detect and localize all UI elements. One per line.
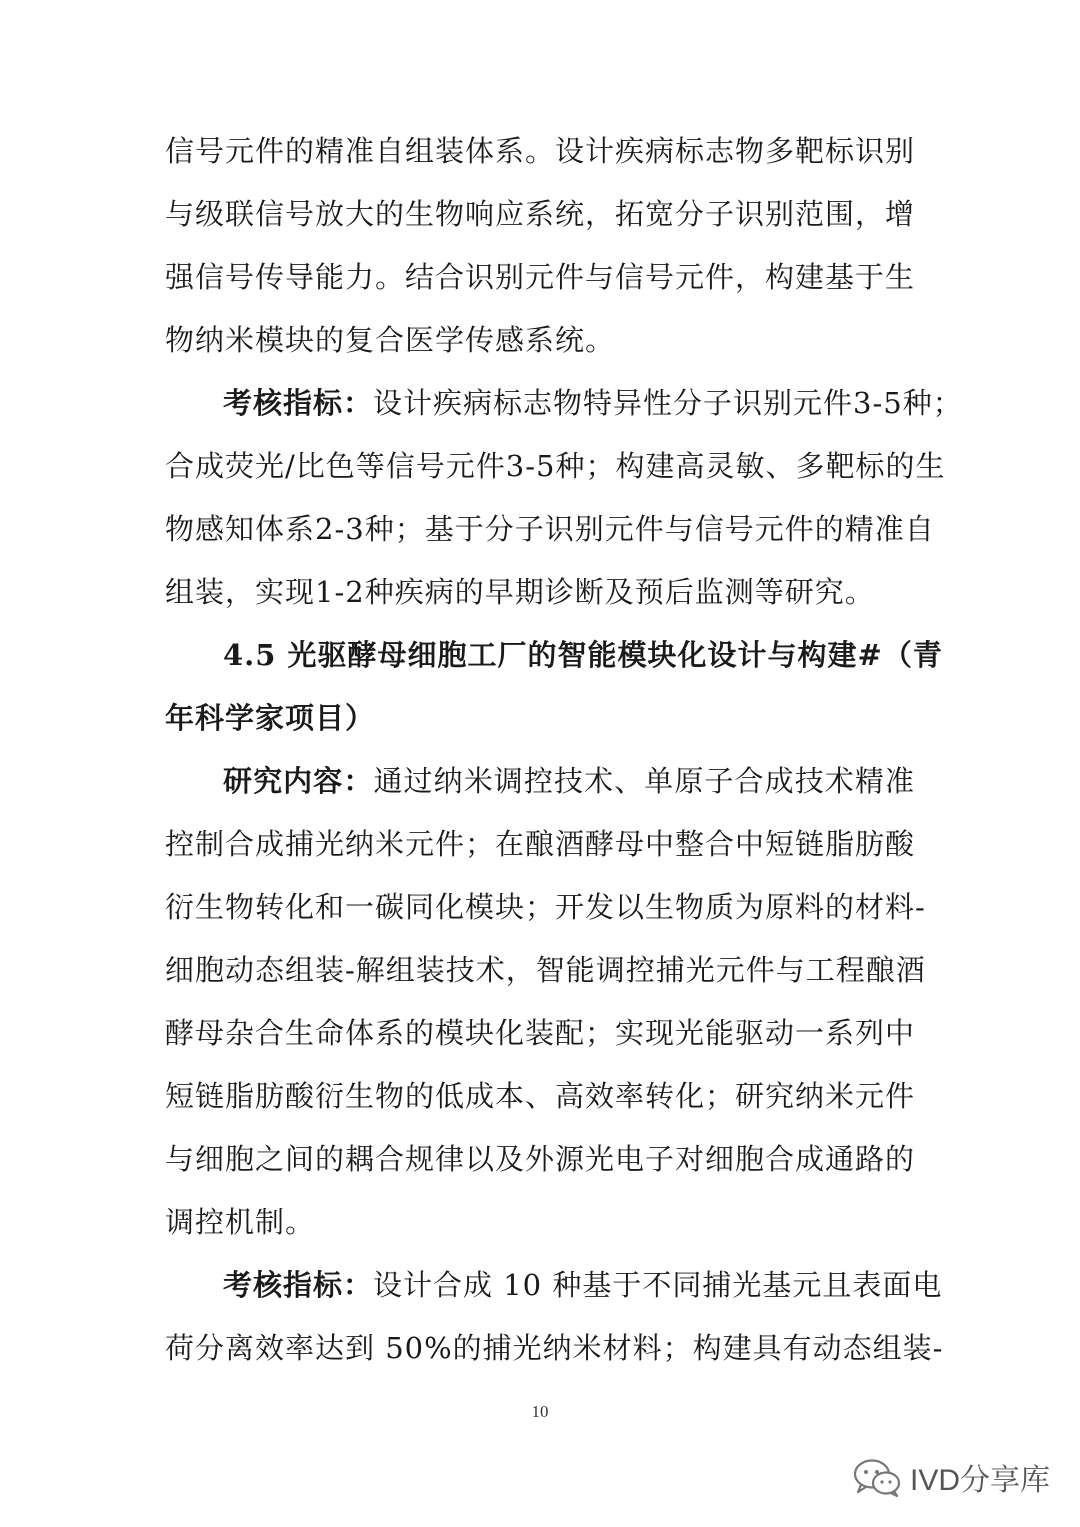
section-label: 考核指标：	[223, 386, 374, 420]
section-heading: 4.5 光驱酵母细胞工厂的智能模块化设计与构建#（青	[223, 638, 943, 672]
text-line: 组装，实现1-2种疾病的早期诊断及预后监测等研究。	[165, 575, 875, 609]
text-line: 酵母杂合生命体系的模块化装配；实现光能驱动一系列中	[165, 1016, 916, 1050]
section-label: 考核指标：	[223, 1268, 374, 1302]
text-line	[165, 372, 963, 435]
text-line: 物纳米模块的复合医学传感系统。	[165, 323, 616, 357]
text-line: 衍生物转化和一碳同化模块；开发以生物质为原料的材料-	[165, 890, 926, 924]
page-number: 10	[531, 1402, 549, 1421]
text-line: 物感知体系2-3种；基于分子识别元件与信号元件的精准自	[165, 512, 935, 546]
text-line: 短链脂肪酸衍生物的低成本、高效率转化；研究纳米元件	[165, 1079, 916, 1113]
text-span: 设计疾病标志物特异性分子识别元件3-5种；	[373, 386, 963, 420]
text-span: 设计合成 10 种基于不同捕光基元且表面电	[373, 1268, 943, 1302]
text-line	[165, 750, 915, 813]
text-line: 信号元件的精准自组装体系。设计疾病标志物多靶标识别	[165, 134, 916, 168]
watermark	[852, 1455, 1050, 1499]
watermark-text: IVD分享库	[909, 1464, 1050, 1497]
text-line: 合成荧光/比色等信号元件3-5种；构建高灵敏、多靶标的生	[165, 449, 946, 483]
text-line: 强信号传导能力。结合识别元件与信号元件，构建基于生	[165, 260, 916, 294]
text-line: 细胞动态组装-解组装技术，智能调控捕光元件与工程酿酒	[165, 953, 926, 987]
wechat-icon	[852, 1457, 904, 1497]
text-line: 控制合成捕光纳米元件；在酿酒酵母中整合中短链脂肪酸	[165, 827, 916, 861]
section-label: 研究内容：	[223, 764, 374, 798]
text-span: 通过纳米调控技术、单原子合成技术精准	[373, 764, 915, 798]
text-line	[165, 1254, 943, 1317]
text-line: 与细胞之间的耦合规律以及外源光电子对细胞合成通路的	[165, 1142, 916, 1176]
section-heading-continued: 年科学家项目）	[165, 701, 376, 735]
text-line: 调控机制。	[165, 1205, 316, 1239]
document-body	[165, 120, 963, 1380]
text-line: 荷分离效率达到 50%的捕光纳米材料；构建具有动态组装-	[165, 1331, 944, 1365]
text-line: 与级联信号放大的生物响应系统，拓宽分子识别范围，增	[165, 197, 916, 231]
